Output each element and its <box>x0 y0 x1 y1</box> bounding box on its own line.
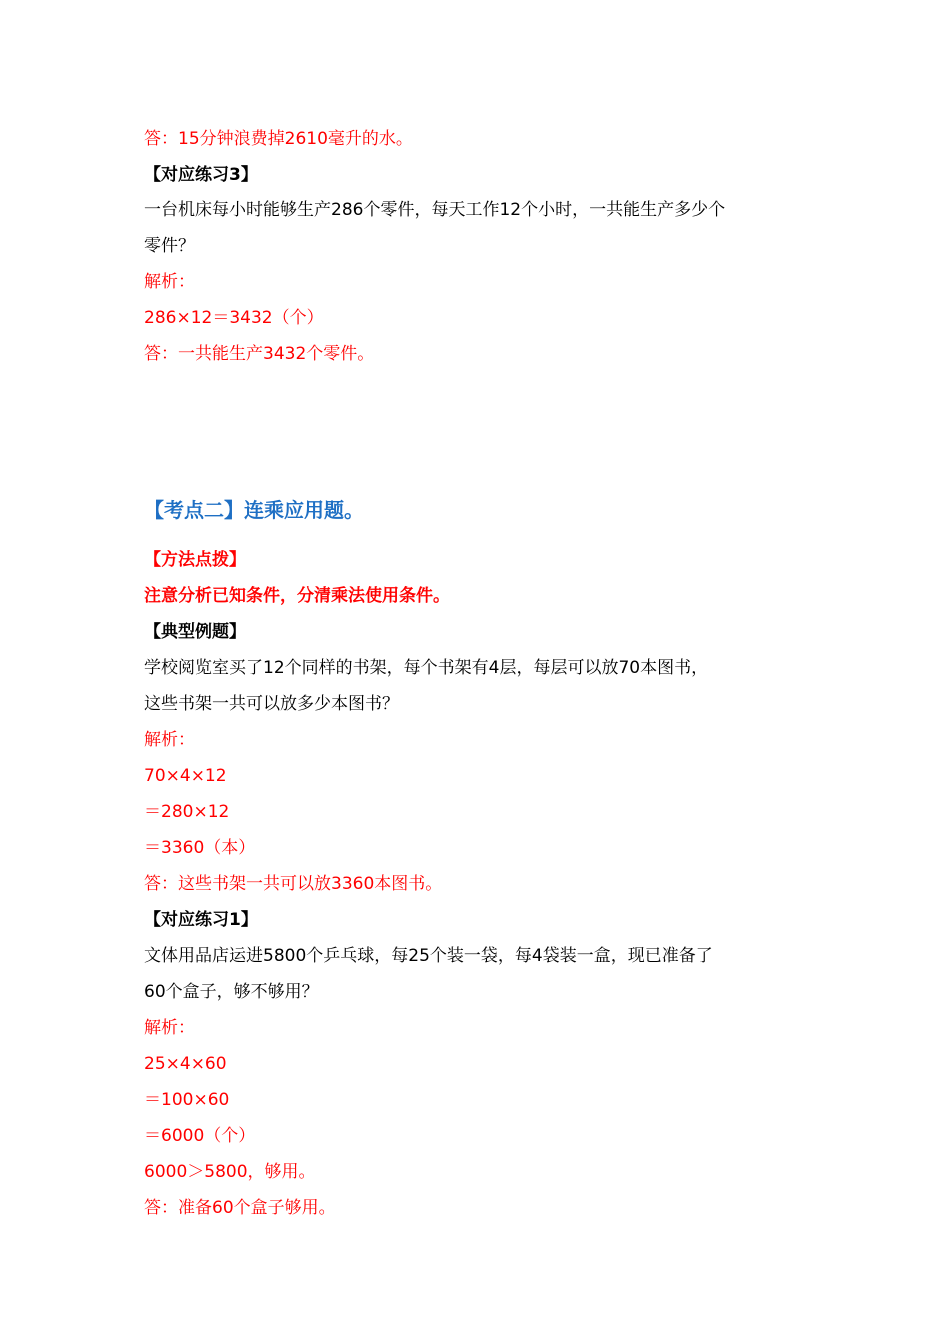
calculation-line: 25×4×60 <box>144 1054 227 1074</box>
problem-text: 一台机床每小时能够生产286个零件，每天工作12个小时，一共能生产多少个 <box>144 200 726 220</box>
answer-line: 答：一共能生产3432个零件。 <box>144 344 375 364</box>
calculation-line: ＝3360（本） <box>144 838 256 858</box>
calculation-line: ＝6000（个） <box>144 1126 256 1146</box>
problem-text: 文体用品店运进5800个乒乓球，每25个装一袋，每4袋装一盒，现已准备了 <box>144 946 713 966</box>
analysis-label: 解析： <box>144 730 195 750</box>
problem-text: 学校阅览室买了12个同样的书架，每个书架有4层，每层可以放70本图书， <box>144 658 709 678</box>
problem-text: 零件？ <box>144 236 195 256</box>
problem-text: 这些书架一共可以放多少本图书？ <box>144 694 399 714</box>
calculation-line: ＝280×12 <box>144 802 230 822</box>
calculation-line: 286×12＝3432（个） <box>144 308 324 328</box>
section-heading: 【考点二】连乘应用题。 <box>144 498 364 522</box>
example-label: 【典型例题】 <box>144 622 246 642</box>
answer-line: 答：15分钟浪费掉2610毫升的水。 <box>144 129 413 149</box>
exercise-label: 【对应练习3】 <box>144 165 258 185</box>
method-label: 【方法点拨】 <box>144 550 246 570</box>
exercise-label: 【对应练习1】 <box>144 910 258 930</box>
comparison-line: 6000＞5800，够用。 <box>144 1162 316 1182</box>
answer-line: 答：准备60个盒子够用。 <box>144 1198 336 1218</box>
calculation-line: 70×4×12 <box>144 766 227 786</box>
method-tip: 注意分析已知条件，分清乘法使用条件。 <box>144 586 450 606</box>
analysis-label: 解析： <box>144 272 195 292</box>
calculation-line: ＝100×60 <box>144 1090 230 1110</box>
problem-text: 60个盒子，够不够用？ <box>144 982 319 1002</box>
analysis-label: 解析： <box>144 1018 195 1038</box>
answer-line: 答：这些书架一共可以放3360本图书。 <box>144 874 443 894</box>
